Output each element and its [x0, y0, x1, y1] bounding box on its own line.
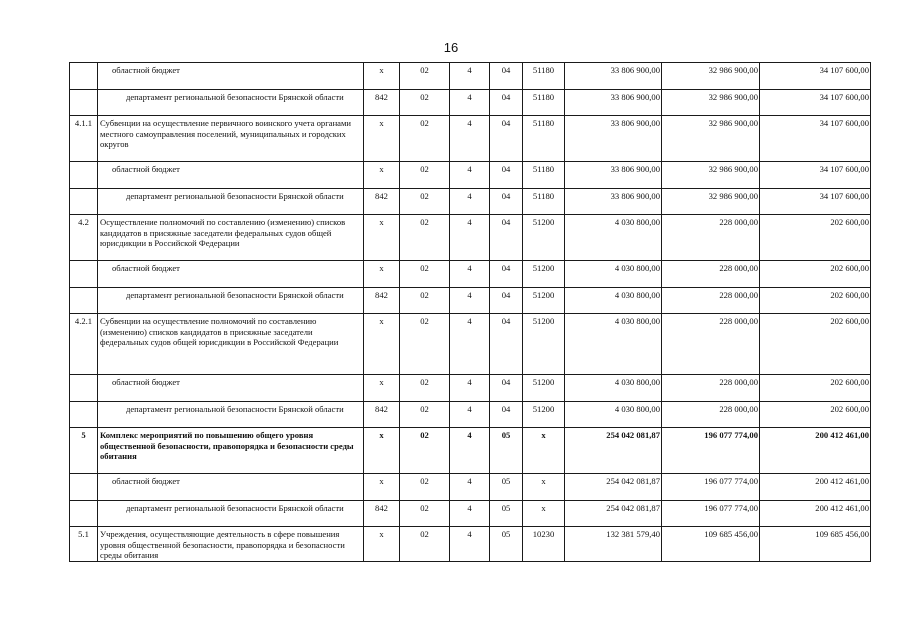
- budget-table: [69, 62, 871, 562]
- row-number-cell: [70, 189, 98, 215]
- row-number-cell: 4.1.1: [70, 116, 98, 162]
- direction-code-cell: 10230: [523, 527, 565, 562]
- pgp-cell: 4: [450, 501, 490, 527]
- gp-cell: 02: [400, 116, 450, 162]
- om-cell: 04: [490, 402, 523, 428]
- amount-year2-cell: 228 000,00: [662, 288, 760, 314]
- row-number-cell: 4.2: [70, 215, 98, 261]
- amount-year1-cell: 4 030 800,00: [565, 261, 662, 288]
- direction-code-cell: 51200: [523, 261, 565, 288]
- om-cell: 05: [490, 474, 523, 501]
- amount-year1-cell: 4 030 800,00: [565, 375, 662, 402]
- amount-year2-cell: 32 986 900,00: [662, 63, 760, 90]
- om-cell: 04: [490, 314, 523, 375]
- grbs-cell: x: [364, 314, 400, 375]
- grbs-cell: x: [364, 215, 400, 261]
- pgp-cell: 4: [450, 261, 490, 288]
- table-row: [70, 314, 871, 375]
- pgp-cell: 4: [450, 428, 490, 474]
- gp-cell: 02: [400, 402, 450, 428]
- row-number-cell: [70, 402, 98, 428]
- gp-cell: 02: [400, 474, 450, 501]
- row-name-cell: Осуществление полномочий по составлению (изменению) списков кандидатов в присяжные заседатели федеральных судов общей юрисдикции в Российской Федерации: [98, 215, 364, 261]
- grbs-cell: 842: [364, 501, 400, 527]
- om-cell: 04: [490, 189, 523, 215]
- om-cell: 04: [490, 261, 523, 288]
- table-row: [70, 474, 871, 501]
- row-number-cell: [70, 375, 98, 402]
- pgp-cell: 4: [450, 189, 490, 215]
- amount-year3-cell: 202 600,00: [760, 375, 871, 402]
- row-number-cell: 5: [70, 428, 98, 474]
- grbs-cell: x: [364, 375, 400, 402]
- row-name-cell: Комплекс мероприятий по повышению общего уровня общественной безопасности, правопорядка и безопасности среды обитания: [98, 428, 364, 474]
- gp-cell: 02: [400, 428, 450, 474]
- amount-year1-cell: 254 042 081,87: [565, 501, 662, 527]
- amount-year1-cell: 33 806 900,00: [565, 162, 662, 189]
- table-row: [70, 428, 871, 474]
- table-row: [70, 375, 871, 402]
- direction-code-cell: x: [523, 501, 565, 527]
- gp-cell: 02: [400, 375, 450, 402]
- amount-year1-cell: 33 806 900,00: [565, 189, 662, 215]
- table-row: [70, 261, 871, 288]
- amount-year2-cell: 228 000,00: [662, 261, 760, 288]
- pgp-cell: 4: [450, 314, 490, 375]
- amount-year3-cell: 202 600,00: [760, 314, 871, 375]
- amount-year2-cell: 228 000,00: [662, 314, 760, 375]
- row-number-cell: [70, 63, 98, 90]
- amount-year1-cell: 4 030 800,00: [565, 288, 662, 314]
- direction-code-cell: 51180: [523, 116, 565, 162]
- pgp-cell: 4: [450, 90, 490, 116]
- row-number-cell: [70, 90, 98, 116]
- direction-code-cell: 51180: [523, 63, 565, 90]
- amount-year2-cell: 32 986 900,00: [662, 116, 760, 162]
- gp-cell: 02: [400, 261, 450, 288]
- pgp-cell: 4: [450, 116, 490, 162]
- grbs-cell: 842: [364, 90, 400, 116]
- pgp-cell: 4: [450, 162, 490, 189]
- amount-year3-cell: 202 600,00: [760, 288, 871, 314]
- amount-year3-cell: 200 412 461,00: [760, 474, 871, 501]
- amount-year2-cell: 196 077 774,00: [662, 474, 760, 501]
- om-cell: 04: [490, 90, 523, 116]
- amount-year2-cell: 109 685 456,00: [662, 527, 760, 562]
- gp-cell: 02: [400, 501, 450, 527]
- om-cell: 05: [490, 501, 523, 527]
- gp-cell: 02: [400, 314, 450, 375]
- grbs-cell: x: [364, 474, 400, 501]
- om-cell: 05: [490, 428, 523, 474]
- amount-year1-cell: 33 806 900,00: [565, 90, 662, 116]
- amount-year3-cell: 34 107 600,00: [760, 63, 871, 90]
- om-cell: 04: [490, 116, 523, 162]
- om-cell: 04: [490, 63, 523, 90]
- row-number-cell: 4.2.1: [70, 314, 98, 375]
- gp-cell: 02: [400, 63, 450, 90]
- amount-year1-cell: 254 042 081,87: [565, 428, 662, 474]
- pgp-cell: 4: [450, 402, 490, 428]
- amount-year1-cell: 33 806 900,00: [565, 116, 662, 162]
- grbs-cell: 842: [364, 402, 400, 428]
- gp-cell: 02: [400, 162, 450, 189]
- direction-code-cell: 51200: [523, 314, 565, 375]
- amount-year2-cell: 32 986 900,00: [662, 189, 760, 215]
- direction-code-cell: 51200: [523, 375, 565, 402]
- row-number-cell: 5.1: [70, 527, 98, 562]
- row-name-cell: Субвенции на осуществление полномочий по составлению (изменению) списков кандидатов в присяжные заседатели федеральных судов общей юрисдикции в Российской Федерации: [98, 314, 364, 375]
- amount-year2-cell: 196 077 774,00: [662, 428, 760, 474]
- amount-year3-cell: 202 600,00: [760, 402, 871, 428]
- pgp-cell: 4: [450, 215, 490, 261]
- row-name-cell: областной бюджет: [98, 261, 364, 288]
- direction-code-cell: 51180: [523, 162, 565, 189]
- amount-year3-cell: 202 600,00: [760, 215, 871, 261]
- amount-year2-cell: 196 077 774,00: [662, 501, 760, 527]
- amount-year3-cell: 34 107 600,00: [760, 116, 871, 162]
- grbs-cell: 842: [364, 189, 400, 215]
- gp-cell: 02: [400, 215, 450, 261]
- amount-year2-cell: 32 986 900,00: [662, 162, 760, 189]
- om-cell: 05: [490, 527, 523, 562]
- table-row: [70, 189, 871, 215]
- row-name-cell: областной бюджет: [98, 375, 364, 402]
- row-name-cell: Субвенции на осуществление первичного воинского учета органами местного самоуправления поселений, муниципальных и городских округов: [98, 116, 364, 162]
- amount-year3-cell: 202 600,00: [760, 261, 871, 288]
- direction-code-cell: x: [523, 428, 565, 474]
- grbs-cell: x: [364, 261, 400, 288]
- table-row: [70, 215, 871, 261]
- row-name-cell: департамент региональной безопасности Брянской области: [98, 402, 364, 428]
- amount-year1-cell: 132 381 579,40: [565, 527, 662, 562]
- page-number: 16: [443, 40, 459, 55]
- table-row: [70, 63, 871, 90]
- row-name-cell: департамент региональной безопасности Брянской области: [98, 501, 364, 527]
- amount-year3-cell: 34 107 600,00: [760, 90, 871, 116]
- amount-year3-cell: 34 107 600,00: [760, 189, 871, 215]
- row-name-cell: департамент региональной безопасности Брянской области: [98, 288, 364, 314]
- pgp-cell: 4: [450, 375, 490, 402]
- table-row: [70, 116, 871, 162]
- pgp-cell: 4: [450, 474, 490, 501]
- om-cell: 04: [490, 288, 523, 314]
- amount-year3-cell: 200 412 461,00: [760, 428, 871, 474]
- amount-year1-cell: 4 030 800,00: [565, 402, 662, 428]
- row-name-cell: Учреждения, осуществляющие деятельность в сфере повышения уровня общественной безопасности, правопорядка и безопасности среды обитания: [98, 527, 364, 562]
- grbs-cell: 842: [364, 288, 400, 314]
- grbs-cell: x: [364, 527, 400, 562]
- direction-code-cell: 51180: [523, 90, 565, 116]
- table-row: [70, 90, 871, 116]
- gp-cell: 02: [400, 90, 450, 116]
- row-name-cell: областной бюджет: [98, 474, 364, 501]
- gp-cell: 02: [400, 527, 450, 562]
- amount-year1-cell: 4 030 800,00: [565, 314, 662, 375]
- row-number-cell: [70, 162, 98, 189]
- om-cell: 04: [490, 375, 523, 402]
- gp-cell: 02: [400, 189, 450, 215]
- row-name-cell: департамент региональной безопасности Брянской области: [98, 189, 364, 215]
- grbs-cell: x: [364, 116, 400, 162]
- row-name-cell: департамент региональной безопасности Брянской области: [98, 90, 364, 116]
- grbs-cell: x: [364, 63, 400, 90]
- amount-year2-cell: 228 000,00: [662, 215, 760, 261]
- gp-cell: 02: [400, 288, 450, 314]
- amount-year3-cell: 34 107 600,00: [760, 162, 871, 189]
- table-row: [70, 288, 871, 314]
- amount-year3-cell: 109 685 456,00: [760, 527, 871, 562]
- table-row: [70, 402, 871, 428]
- direction-code-cell: x: [523, 474, 565, 501]
- budget-table-wrapper: [69, 62, 869, 579]
- pgp-cell: 4: [450, 63, 490, 90]
- amount-year1-cell: 33 806 900,00: [565, 63, 662, 90]
- amount-year1-cell: 254 042 081,87: [565, 474, 662, 501]
- direction-code-cell: 51180: [523, 189, 565, 215]
- direction-code-cell: 51200: [523, 288, 565, 314]
- om-cell: 04: [490, 162, 523, 189]
- table-row: [70, 162, 871, 189]
- pgp-cell: 4: [450, 527, 490, 562]
- row-number-cell: [70, 501, 98, 527]
- pgp-cell: 4: [450, 288, 490, 314]
- amount-year3-cell: 200 412 461,00: [760, 501, 871, 527]
- direction-code-cell: 51200: [523, 402, 565, 428]
- om-cell: 04: [490, 215, 523, 261]
- row-name-cell: областной бюджет: [98, 63, 364, 90]
- row-number-cell: [70, 288, 98, 314]
- table-row: [70, 527, 871, 562]
- amount-year2-cell: 32 986 900,00: [662, 90, 760, 116]
- row-name-cell: областной бюджет: [98, 162, 364, 189]
- direction-code-cell: 51200: [523, 215, 565, 261]
- table-row: [70, 501, 871, 527]
- amount-year1-cell: 4 030 800,00: [565, 215, 662, 261]
- row-number-cell: [70, 261, 98, 288]
- row-number-cell: [70, 474, 98, 501]
- grbs-cell: x: [364, 428, 400, 474]
- grbs-cell: x: [364, 162, 400, 189]
- amount-year2-cell: 228 000,00: [662, 402, 760, 428]
- amount-year2-cell: 228 000,00: [662, 375, 760, 402]
